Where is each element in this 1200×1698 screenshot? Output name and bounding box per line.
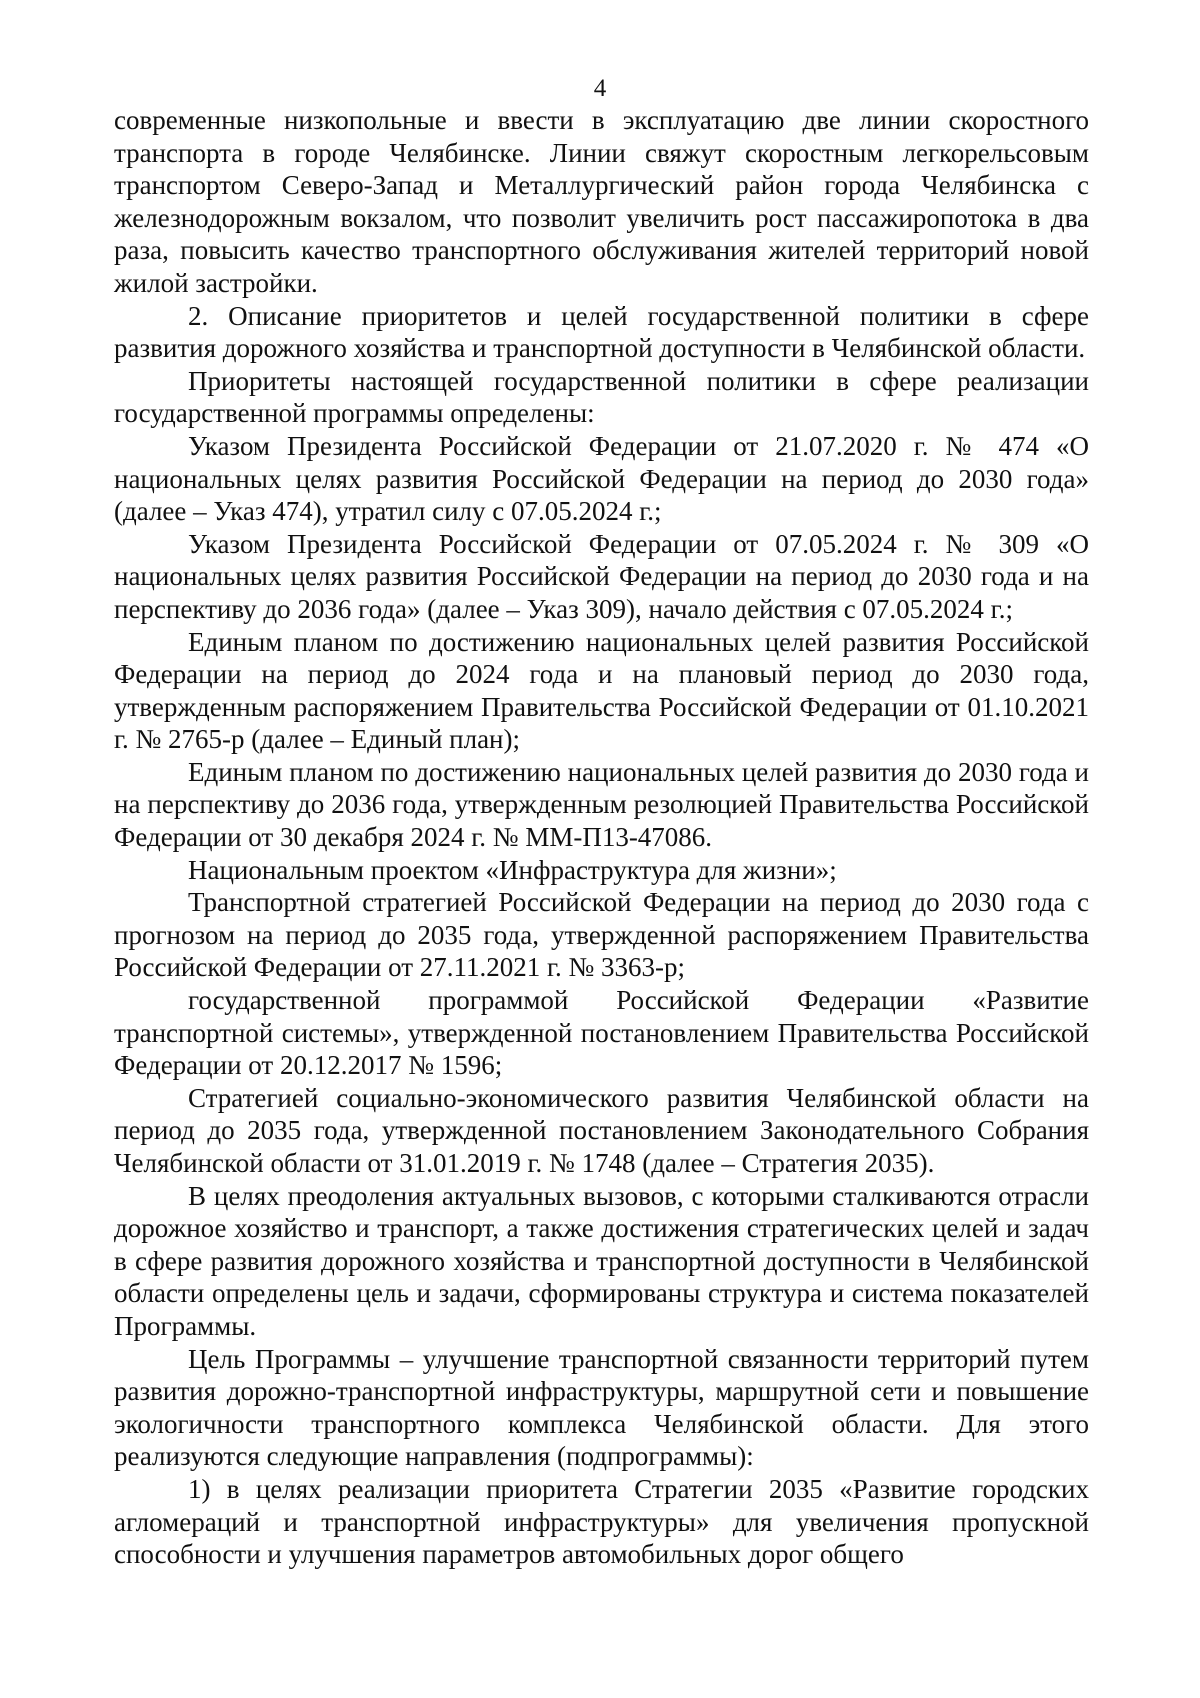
paragraph-program-goal: Цель Программы – улучшение транспортной связанности территорий путем развития дорожно-транспортной инфраструктуры, маршрутной сети и повышение экологичности транспортного комплекса Челябинской области. Для этого реализуются следующие направления (подпрограммы): — [114, 1343, 1089, 1472]
paragraph-regional-strategy: Стратегией социально-экономического развития Челябинской области на период до 2035 года, утвержденной постановлением Законодательного Собрания Челябинской области от 31.01.2019 г. № 1748 (далее – Стратегия 2035). — [114, 1082, 1089, 1178]
paragraph-section-heading: 2. Описание приоритетов и целей государственной политики в сфере развития дорожного хозяйства и транспортной доступности в Челябинской области. — [114, 300, 1089, 364]
paragraph-decree-309: Указом Президента Российской Федерации от 07.05.2024 г. № 309 «О национальных целях развития Российской Федерации на период до 2030 года и на перспективу до 2036 года» (далее – Указ 309), начало действия с 07.05.2024 г.; — [114, 528, 1089, 624]
paragraph-national-project: Национальным проектом «Инфраструктура для жизни»; — [188, 854, 837, 885]
page-number: 4 — [593, 75, 607, 102]
paragraph-direction-1: 1) в целях реализации приоритета Стратегии 2035 «Развитие городских агломераций и транспортной инфраструктуры» для увеличения пропускной способности и улучшения параметров автомобильных дорог общего — [114, 1473, 1089, 1570]
paragraph-unified-plan-2024: Единым планом по достижению национальных целей развития Российской Федерации на период до 2024 года и на плановый период до 2030 года, утвержденным распоряжением Правительства Российской Федерации от 01.10.2021 г. № 2765-р (далее – Единый план); — [114, 626, 1089, 755]
paragraph-challenges: В целях преодоления актуальных вызовов, с которыми сталкиваются отрасли дорожное хозяйство и транспорт, а также достижения стратегических целей и задач в сфере развития дорожного хозяйства и транспортной доступности в Челябинской области определены цель и задачи, сформированы структура и система показателей Программы. — [114, 1180, 1089, 1341]
document-body — [114, 104, 1089, 1571]
paragraph-state-program: государственной программой Российской Федерации «Развитие транспортной системы», утвержденной постановлением Правительства Российской Федерации от 20.12.2017 № 1596; — [114, 985, 1089, 1081]
paragraph-transport-strategy: Транспортной стратегией Российской Федерации на период до 2030 года с прогнозом на период до 2035 года, утвержденной распоряжением Правительства Российской Федерации от 27.11.2021 г. № 3363-р; — [114, 887, 1089, 983]
paragraph-priorities-intro: Приоритеты настоящей государственной политики в сфере реализации государственной программы определены: — [114, 365, 1089, 429]
paragraph-decree-474: Указом Президента Российской Федерации от 21.07.2020 г. № 474 «О национальных целях развития Российской Федерации на период до 2030 года» (далее – Указ 474), утратил силу с 07.05.2024 г.; — [114, 430, 1089, 527]
paragraph-unified-plan-2030: Единым планом по достижению национальных целей развития до 2030 года и на перспективу до 2036 года, утвержденным резолюцией Правительства Российской Федерации от 30 декабря 2024 г. № ММ-П13-47086. — [114, 756, 1089, 853]
paragraph-continuation: современные низкопольные и ввести в эксплуатацию две линии скоростного транспорта в городе Челябинске. Линии свяжут скоростным легкорельсовым транспортом Северо-Запад и Металлургический район города Челябинска с железнодорожным вокзалом, что позволит увеличить рост пассажиропотока в два раза, повысить качество транспортного обслуживания жителей территорий новой жилой застройки. — [114, 105, 1089, 298]
